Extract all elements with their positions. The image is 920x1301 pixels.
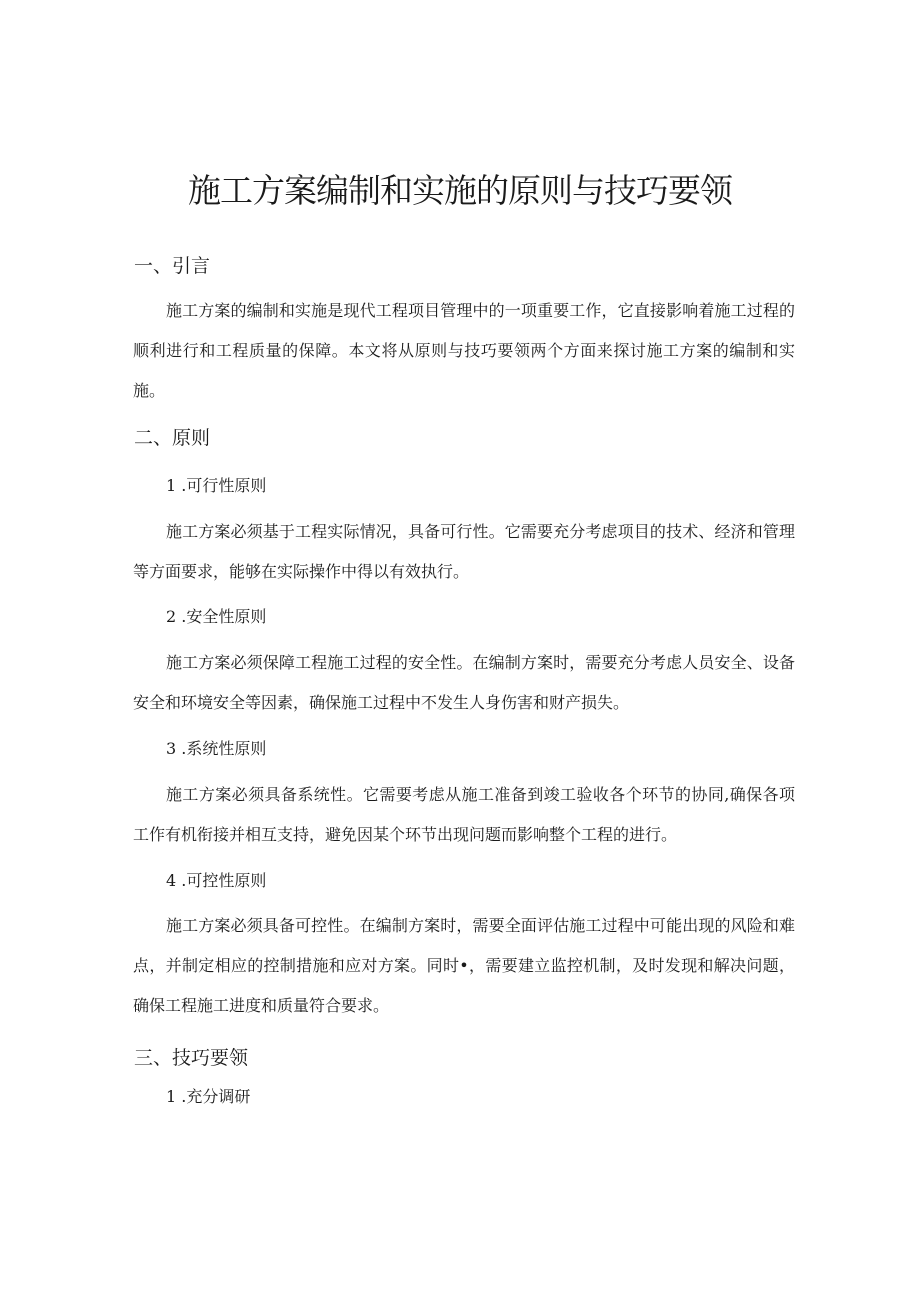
section-heading-principles: 二、原则 xyxy=(134,427,211,449)
paragraph-controllability: 施工方案必须具备可控性。在编制方案时，需要全面评估施工过程中可能出现的风险和难点，并制定相应的控制措施和应对方案。同时•，需要建立监控机制，及时发现和解决问题，确保工程施工进度和质量符合要求。 xyxy=(133,916,795,1015)
paragraph-safety: 施工方案必须保障工程施工过程的安全性。在编制方案时，需要充分考虑人员安全、设备安全和环境安全等因素，确保施工过程中不发生人身伤害和财产损失。 xyxy=(133,653,795,712)
subheading-feasibility: 1 .可行性原则 xyxy=(166,476,267,495)
subheading-safety: 2 .安全性原则 xyxy=(166,607,267,626)
document-title: 施工方案编制和实施的原则与技巧要领 xyxy=(188,171,732,210)
subheading-research: 1 .充分调研 xyxy=(166,1087,251,1106)
subheading-controllability: 4 .可控性原则 xyxy=(166,871,267,890)
paragraph-introduction: 施工方案的编制和实施是现代工程项目管理中的一项重要工作，它直接影响着施工过程的顺利进行和工程质量的保障。本文将从原则与技巧要领两个方面来探讨施工方案的编制和实施。 xyxy=(133,301,795,400)
subheading-systematic: 3 .系统性原则 xyxy=(166,739,267,758)
section-heading-introduction: 一、引言 xyxy=(134,255,211,277)
section-heading-techniques: 三、技巧要领 xyxy=(134,1047,249,1069)
paragraph-systematic: 施工方案必须具备系统性。它需要考虑从施工准备到竣工验收各个环节的协同,确保各项工作有机衔接并相互支持，避免因某个环节出现问题而影响整个工程的进行。 xyxy=(133,785,795,844)
paragraph-feasibility: 施工方案必须基于工程实际情况，具备可行性。它需要充分考虑项目的技术、经济和管理等方面要求，能够在实际操作中得以有效执行。 xyxy=(133,522,795,581)
